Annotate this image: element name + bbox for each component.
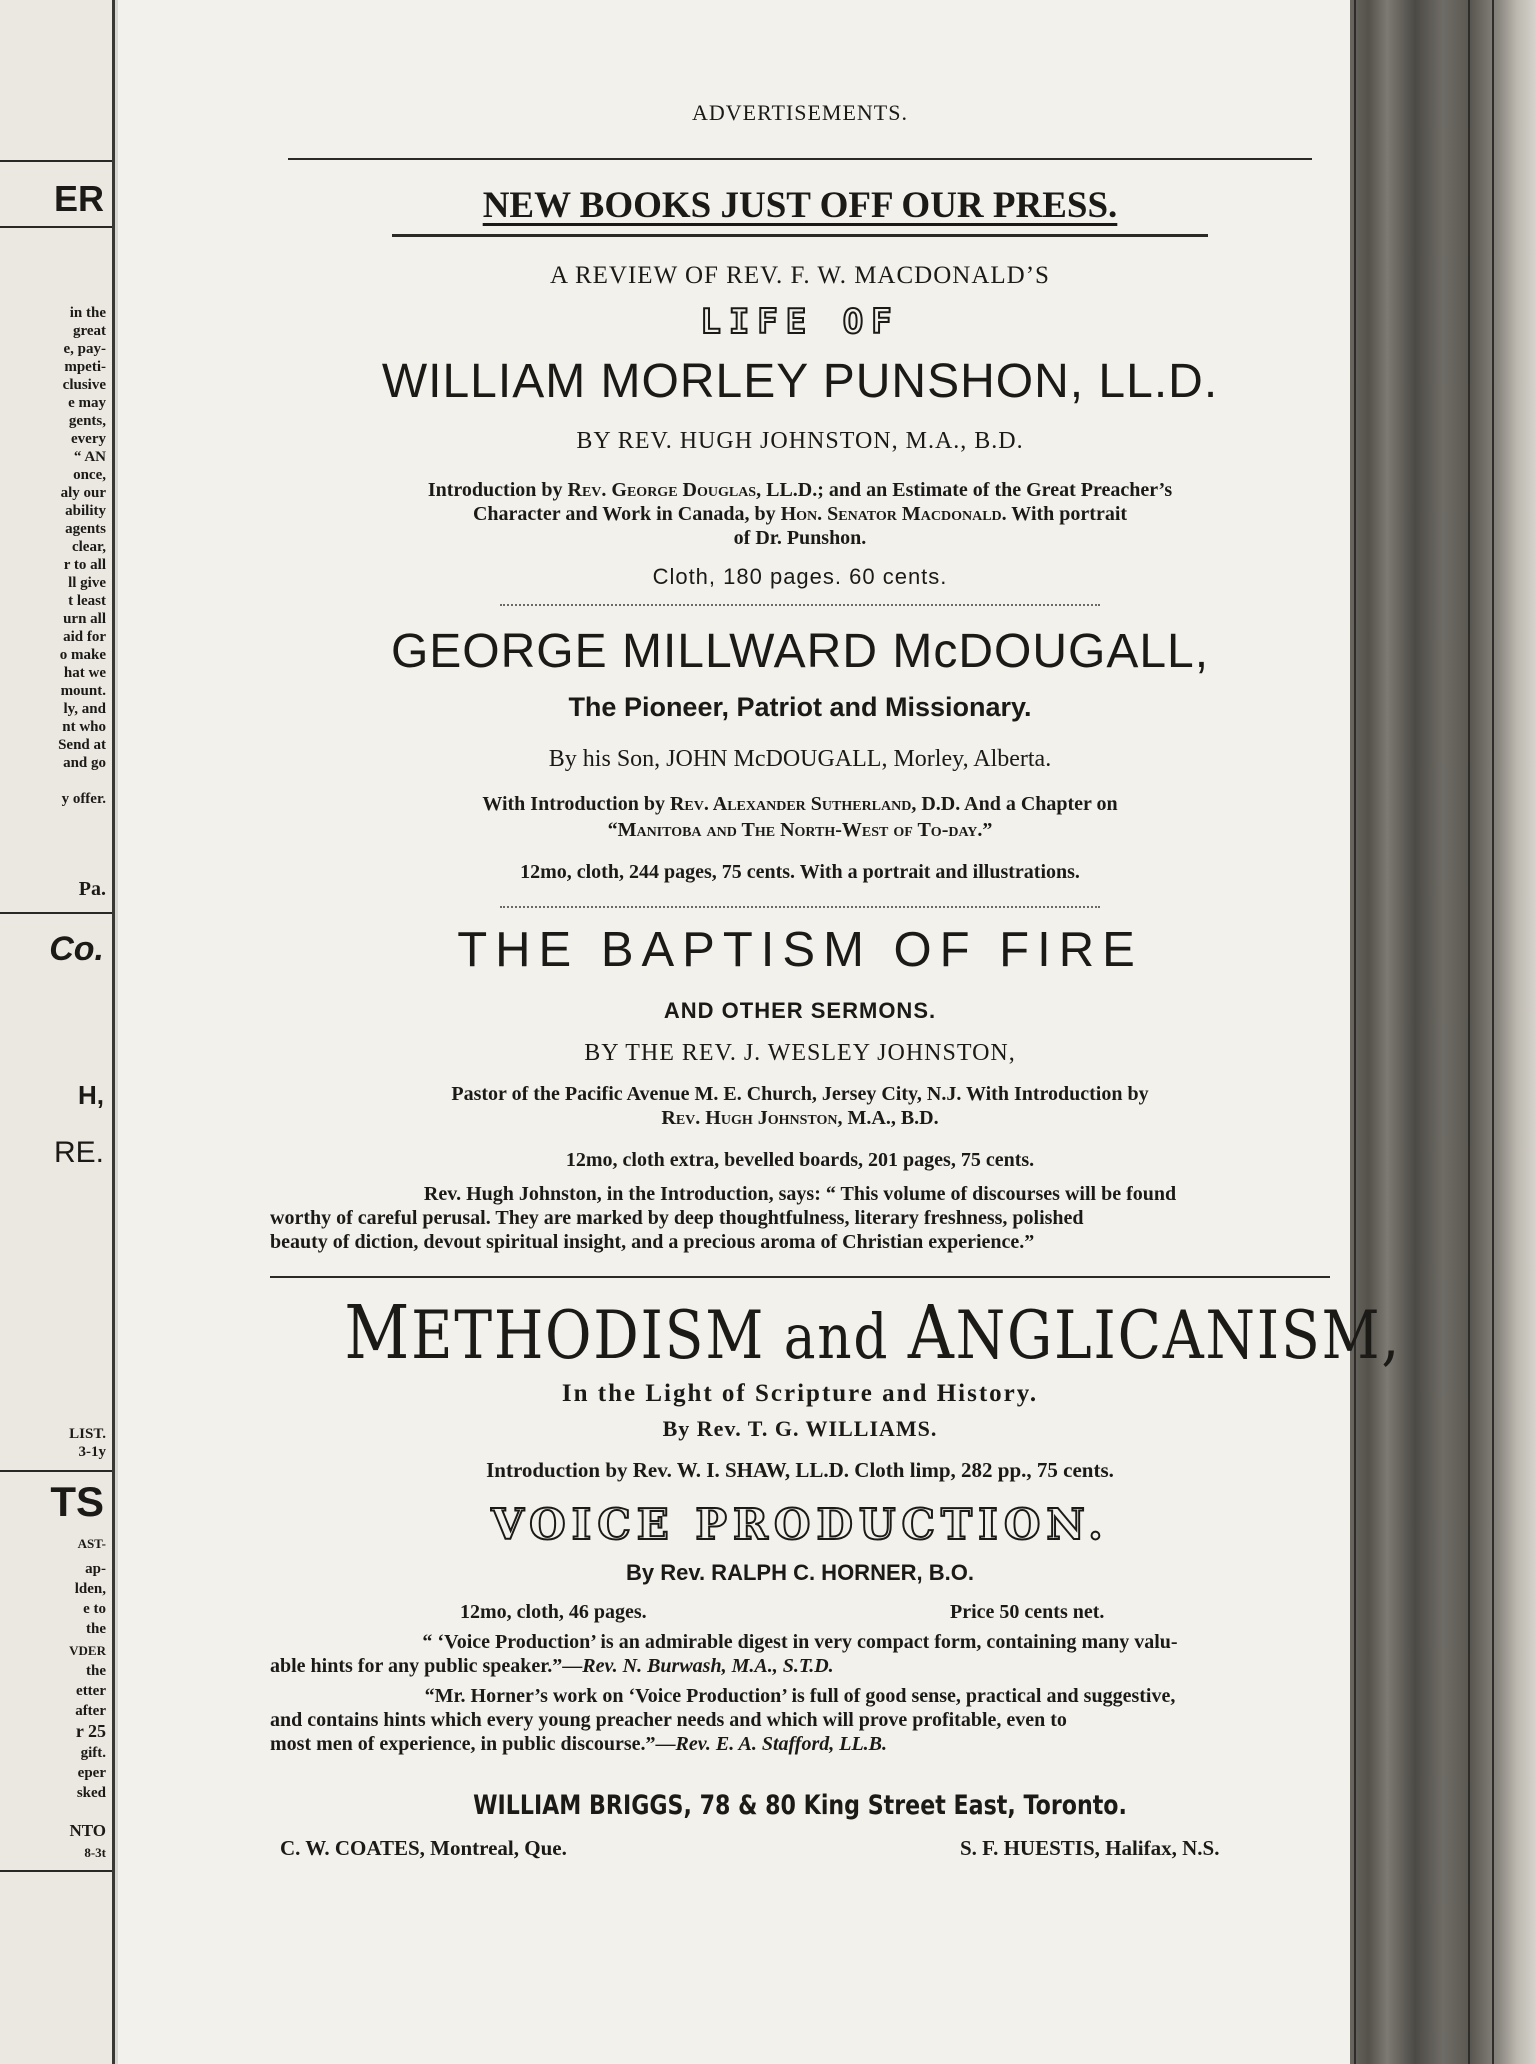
book5-format: 12mo, cloth, 46 pages.	[460, 1601, 647, 1623]
left-fragment: and go	[63, 755, 106, 771]
left-fragment: e to	[83, 1601, 106, 1617]
left-fragment: Send at	[58, 737, 106, 753]
left-fragment: NTO	[69, 1821, 106, 1840]
title-run: ETHODISM	[411, 1297, 766, 1374]
book4-author: By Rev. T. G. WILLIAMS.	[662, 1416, 938, 1441]
divider	[0, 160, 112, 162]
publisher-right: S. F. HUESTIS, Halifax, N.S.	[960, 1836, 1220, 1860]
left-fragment: clear,	[71, 539, 106, 555]
advertisement-page	[118, 0, 1402, 2064]
book2-description-line2: “Manitoba and The North-West of To-day.”	[607, 819, 993, 841]
left-fragment: nt who	[62, 719, 106, 735]
book1-description-line2	[270, 502, 1330, 526]
banner-heading: NEW BOOKS JUST OFF OUR PRESS.	[482, 185, 1118, 226]
book1-description-line3: of Dr. Punshon.	[733, 527, 867, 549]
left-fragment: the	[86, 1621, 106, 1637]
left-fragment: Pa.	[78, 878, 106, 900]
book3-description-line1: Pastor of the Pacific Avenue M. E. Church, Jersey City, N.J. With Introduction by	[451, 1083, 1149, 1105]
divider	[0, 226, 112, 228]
left-fragment: H,	[78, 1080, 104, 1110]
left-fragment: y offer.	[61, 791, 106, 807]
left-fragment: gents,	[68, 413, 106, 429]
text-run: Introduction by	[427, 479, 568, 501]
divider	[0, 1870, 112, 1872]
left-fragment: after	[75, 1703, 106, 1719]
edge-line	[1468, 0, 1470, 2064]
left-fragment: mpeti-	[64, 359, 106, 375]
book1-description-line1	[270, 478, 1330, 502]
left-fragment: “ AN	[73, 449, 106, 465]
left-fragment: sked	[76, 1785, 106, 1801]
publisher-main: WILLIAM BRIGGS, 78 & 80 King Street East, Toronto.	[473, 1790, 1127, 1821]
left-fragment: e, pay-	[63, 341, 106, 357]
left-fragment: urn all	[63, 611, 106, 627]
title-run: NGLICANISM,	[955, 1297, 1402, 1374]
book1-author: BY REV. HUGH JOHNSTON, M.A., B.D.	[576, 428, 1024, 454]
book3-price: 12mo, cloth extra, bevelled boards, 201 pages, 75 cents.	[565, 1149, 1035, 1171]
book1-kicker: A REVIEW OF REV. F. W. MACDONALD’S	[550, 262, 1050, 289]
left-fragment: aly our	[60, 485, 106, 501]
name-run: Rev. Hugh Johnston	[661, 1107, 838, 1129]
book3-description-line2	[270, 1106, 1330, 1130]
left-fragment: clusive	[62, 377, 106, 393]
left-fragment: TS	[50, 1478, 104, 1525]
left-fragment: ll give	[68, 575, 106, 591]
left-fragment: gift.	[80, 1745, 106, 1761]
divider	[500, 906, 1100, 908]
text-run: With Introduction by	[482, 793, 670, 815]
divider	[500, 604, 1100, 606]
book3-quote-line1: Rev. Hugh Johnston, in the Introduction, says: “ This volume of discourses will be found	[423, 1183, 1177, 1205]
left-fragment: e may	[68, 395, 106, 411]
left-fragment: great	[72, 323, 106, 339]
name-run: Rev. George Douglas	[567, 479, 757, 501]
left-fragment: every	[71, 431, 106, 447]
left-fragment: RE.	[53, 1136, 104, 1169]
left-fragment: agents	[65, 521, 106, 537]
book5-quote2-line2: and contains hints which every young preacher needs and which will prove profitable, even to	[270, 1709, 1067, 1731]
book-edge	[1350, 0, 1536, 2064]
book3-subtitle: AND OTHER SERMONS.	[663, 998, 937, 1023]
left-fragment: hat we	[63, 665, 106, 681]
left-fragment: mount.	[60, 683, 106, 699]
text-run: most men of experience, in public discourse.”—	[270, 1733, 676, 1755]
text-run: , LL.D.; and an Estimate of the Great Preacher’s	[756, 479, 1173, 501]
book2-title: GEORGE MILLWARD McDOUGALL,	[390, 625, 1210, 678]
left-fragment: VDER	[69, 1643, 106, 1658]
book1-kicker-outline: LIFE OF	[700, 302, 900, 342]
section-rule	[270, 1276, 1330, 1278]
running-head: ADVERTISEMENTS.	[692, 100, 908, 125]
left-fragment: AST-	[77, 1536, 106, 1551]
book2-description-line1	[270, 792, 1330, 816]
name-run: Rev. Alexander Sutherland	[669, 793, 912, 815]
book5-quote2-line3	[270, 1732, 1330, 1756]
banner-rule	[392, 234, 1208, 237]
left-fragment: the	[86, 1663, 106, 1679]
left-fragment: r to all	[63, 557, 106, 573]
book5-author: By Rev. RALPH C. HORNER, B.O.	[626, 1560, 974, 1585]
book2-price: 12mo, cloth, 244 pages, 75 cents. With a portrait and illustrations.	[520, 861, 1080, 883]
left-page-strip	[0, 0, 115, 2064]
left-fragment: t least	[68, 593, 106, 609]
left-fragment: r 25	[75, 1721, 106, 1741]
title-run: A	[907, 1290, 956, 1376]
left-fragment: ability	[65, 503, 106, 519]
book3-title: THE BAPTISM OF FIRE	[457, 923, 1143, 977]
book4-subtitle: In the Light of Scripture and History.	[561, 1380, 1039, 1407]
book1-price: Cloth, 180 pages. 60 cents.	[652, 564, 948, 589]
attribution: Rev. E. A. Stafford, LL.B.	[675, 1733, 888, 1755]
book1-title: WILLIAM MORLEY PUNSHON, LL.D.	[381, 355, 1219, 408]
book3-quote-line3: beauty of diction, devout spiritual insight, and a precious aroma of Christian experience.”	[270, 1231, 1035, 1253]
left-fragment: ap-	[85, 1561, 106, 1577]
publisher-left: C. W. COATES, Montreal, Que.	[280, 1836, 567, 1860]
attribution: Rev. N. Burwash, M.A., S.T.D.	[582, 1655, 834, 1677]
left-fragment: o make	[59, 647, 106, 663]
left-fragment: eper	[77, 1765, 106, 1781]
left-fragment: lden,	[74, 1581, 106, 1597]
left-fragment: LIST.	[69, 1426, 106, 1442]
edge-line	[1354, 0, 1356, 2064]
left-fragment: Co.	[49, 930, 104, 968]
left-fragment: aid for	[63, 629, 106, 645]
left-fragment: ly, and	[63, 701, 106, 717]
text-run: able hints for any public speaker.”—	[270, 1655, 583, 1677]
text-run: Character and Work in Canada, by	[472, 503, 781, 525]
book5-quote1-line1: “ ‘Voice Production’ is an admirable digest in very compact form, containing many valu-	[422, 1631, 1178, 1653]
name-run: Hon. Senator Macdonald	[780, 503, 1002, 525]
title-run: and	[765, 1300, 908, 1373]
text-run: . With portrait	[1001, 503, 1128, 525]
edge-line	[1492, 0, 1494, 2064]
text-run: , M.A., B.D.	[837, 1107, 939, 1129]
book4-title	[344, 1290, 1402, 1376]
book4-price: Introduction by Rev. W. I. SHAW, LL.D. Cloth limp, 282 pp., 75 cents.	[486, 1458, 1114, 1482]
divider	[0, 1470, 112, 1472]
left-fragment: in the	[69, 305, 106, 321]
book5-quote2-line1: “Mr. Horner’s work on ‘Voice Production’ is full of good sense, practical and suggestive,	[424, 1685, 1176, 1707]
left-fragment: once,	[73, 467, 106, 483]
left-fragment: etter	[76, 1683, 106, 1699]
book2-subtitle: The Pioneer, Patriot and Missionary.	[568, 692, 1032, 722]
book5-quote1-line2	[270, 1654, 1330, 1678]
text-run: , D.D. And a Chapter on	[911, 793, 1118, 815]
left-fragment: ER	[53, 178, 104, 219]
divider	[0, 912, 112, 914]
left-fragment: 3-1y	[78, 1444, 106, 1460]
book2-author: By his Son, JOHN McDOUGALL, Morley, Alberta.	[548, 746, 1052, 772]
book3-quote-line2: worthy of careful perusal. They are marked by deep thoughtfulness, literary freshness, polished	[270, 1207, 1084, 1229]
book3-author: BY THE REV. J. WESLEY JOHNSTON,	[584, 1040, 1016, 1066]
book5-price: Price 50 cents net.	[950, 1601, 1105, 1623]
book5-title: VOICE PRODUCTION.	[491, 1500, 1109, 1549]
title-run: M	[344, 1290, 412, 1376]
left-fragment: 8-3t	[84, 1845, 106, 1860]
header-rule	[288, 158, 1312, 160]
